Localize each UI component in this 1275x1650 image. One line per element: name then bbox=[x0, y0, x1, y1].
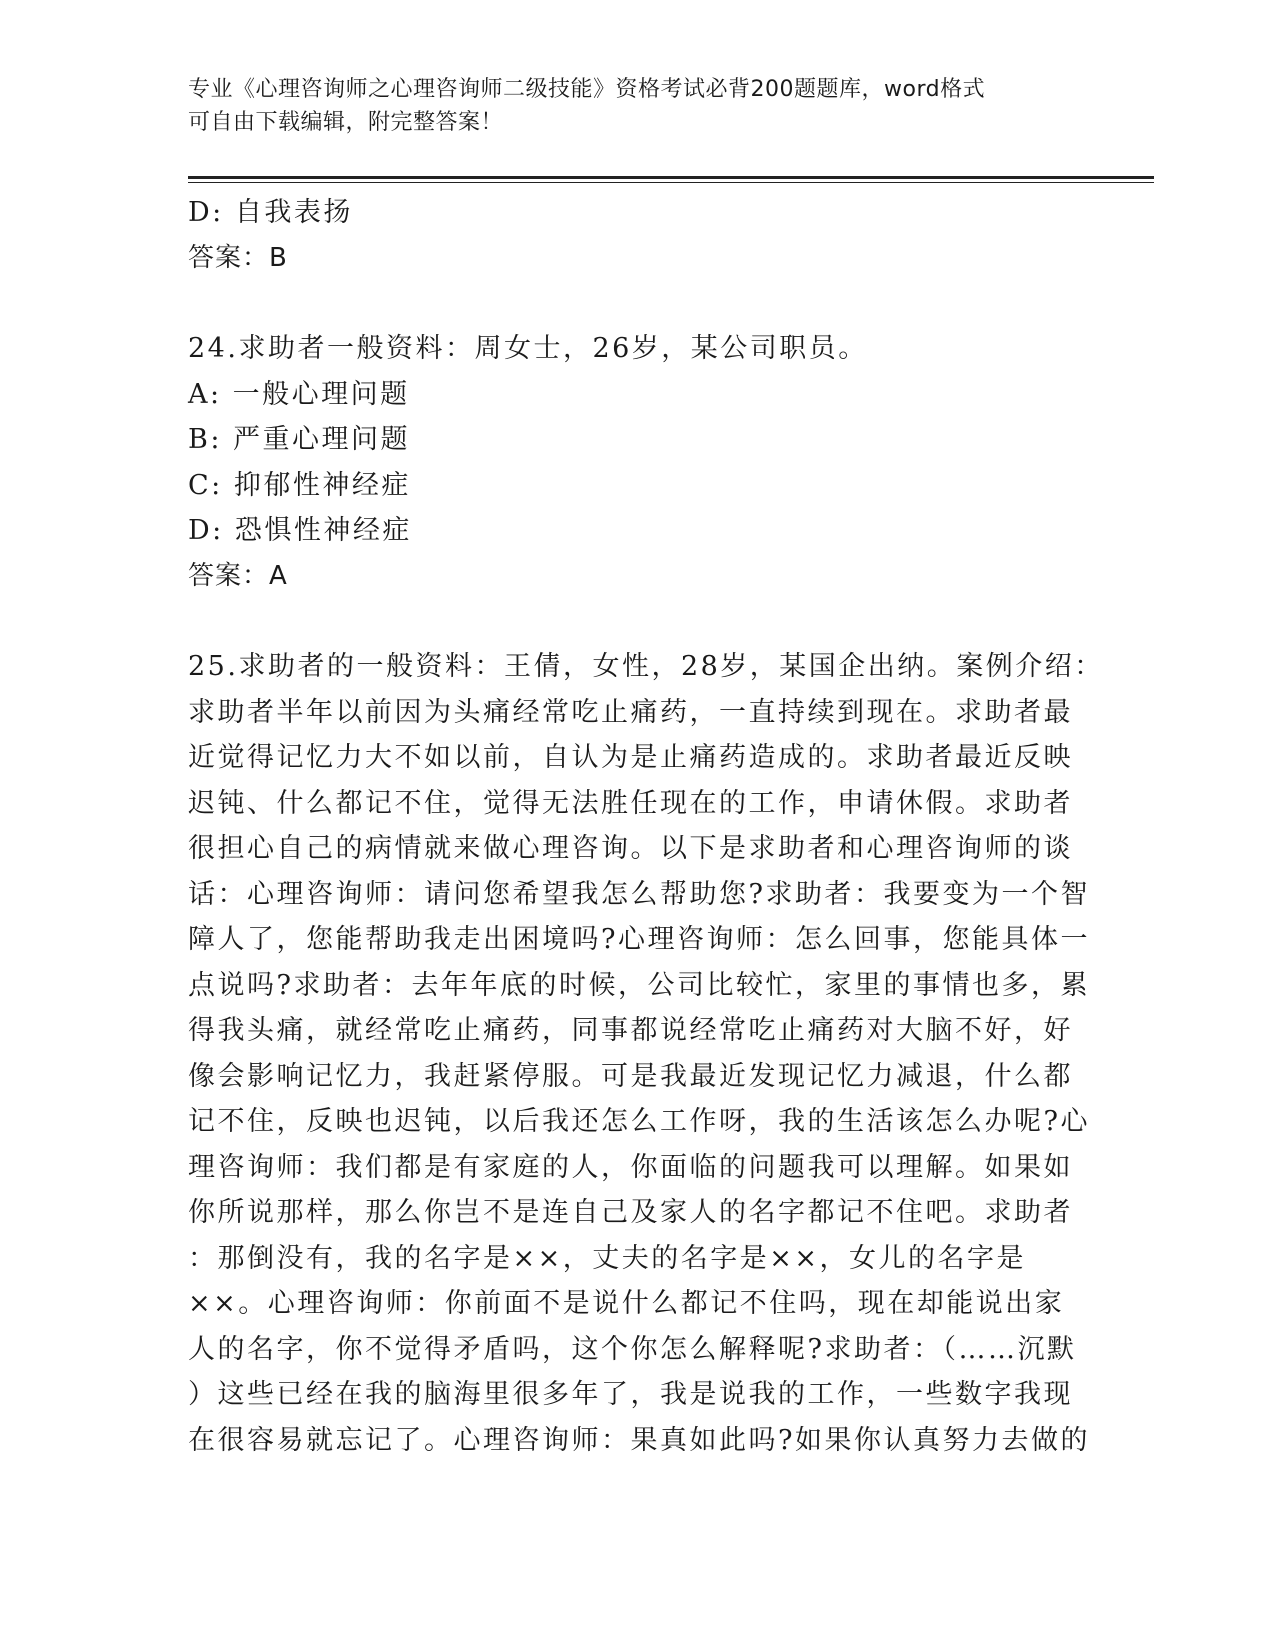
q25-line: 人的名字，你不觉得矛盾吗，这个你怎么解释呢?求助者：（……沉默 bbox=[188, 1333, 1077, 1365]
q25-line: 很担心自己的病情就来做心理咨询。以下是求助者和心理咨询师的谈 bbox=[188, 833, 1073, 864]
q25-line: ）这些已经在我的脑海里很多年了，我是说我的工作，一些数字我现 bbox=[188, 1379, 1073, 1410]
spacer bbox=[188, 281, 1078, 326]
page-header bbox=[188, 73, 1088, 139]
q25-line: 话：心理咨询师：请问您希望我怎么帮助您?求助者：我要变为一个智 bbox=[188, 878, 1090, 910]
q25-line: 近觉得记忆力大不如以前，自认为是止痛药造成的。求助者最近反映 bbox=[188, 742, 1073, 773]
q25-line: 求助者半年以前因为头痛经常吃止痛药，一直持续到现在。求助者最 bbox=[188, 696, 1073, 728]
header-line-1: 专业《心理咨询师之心理咨询师二级技能》资格考试必背200题题库，word格式 bbox=[188, 77, 986, 102]
q25-line: ××。心理咨询师：你前面不是说什么都记不住吗，现在却能说出家 bbox=[188, 1288, 1065, 1319]
q25-line: 像会影响记忆力，我赶紧停服。可是我最近发现记忆力减退，什么都 bbox=[188, 1060, 1073, 1092]
q25-line: 迟钝、什么都记不住，觉得无法胜任现在的工作，申请休假。求助者 bbox=[188, 787, 1073, 819]
q25-line: ：那倒没有，我的名字是××，丈夫的名字是××，女儿的名字是 bbox=[188, 1242, 1026, 1274]
q25-line: 25.求助者的一般资料：王倩，女性，28岁，某国企出纳。案例介绍： bbox=[188, 651, 1104, 682]
q25-line: 障人了，您能帮助我走出困境吗?心理咨询师：怎么回事，您能具体一 bbox=[188, 924, 1090, 955]
q25-line: 得我头痛，就经常吃止痛药，同事都说经常吃止痛药对大脑不好，好 bbox=[188, 1015, 1073, 1046]
q25-line: 理咨询师：我们都是有家庭的人，你面临的问题我可以理解。如果如 bbox=[188, 1151, 1073, 1183]
q25-line: 点说吗?求助者：去年年底的时候，公司比较忙，家里的事情也多，累 bbox=[188, 969, 1090, 1001]
q25-line: 你所说那样，那么你岂不是连自己及家人的名字都记不住吧。求助者 bbox=[188, 1197, 1073, 1228]
header-line-2: 可自由下载编辑，附完整答案！ bbox=[188, 110, 504, 135]
q25-line: 记不住，反映也迟钝，以后我还怎么工作呀，我的生活该怎么办呢?心 bbox=[188, 1106, 1090, 1137]
header-divider-thin bbox=[188, 182, 1154, 183]
q25-question bbox=[188, 644, 1104, 1463]
q24-answer: 答案：A bbox=[188, 560, 288, 591]
q24-option-d: D: 恐惧性神经症 bbox=[188, 515, 412, 546]
q23-option-d: D: 自我表扬 bbox=[188, 197, 353, 228]
q24-option-c: C: 抑郁性神经症 bbox=[188, 469, 411, 501]
q24-option-b: B: 严重心理问题 bbox=[188, 424, 411, 455]
q23-answer: 答案：B bbox=[188, 242, 288, 273]
q24-question: 24.求助者一般资料：周女士，26岁，某公司职员。 bbox=[188, 333, 868, 364]
q24-option-a: A: 一般心理问题 bbox=[188, 378, 410, 410]
document-body bbox=[188, 190, 1104, 1463]
spacer bbox=[188, 599, 1078, 644]
header-divider-thick bbox=[188, 176, 1154, 179]
q25-line: 在很容易就忘记了。心理咨询师：果真如此吗?如果你认真努力去做的 bbox=[188, 1424, 1090, 1456]
